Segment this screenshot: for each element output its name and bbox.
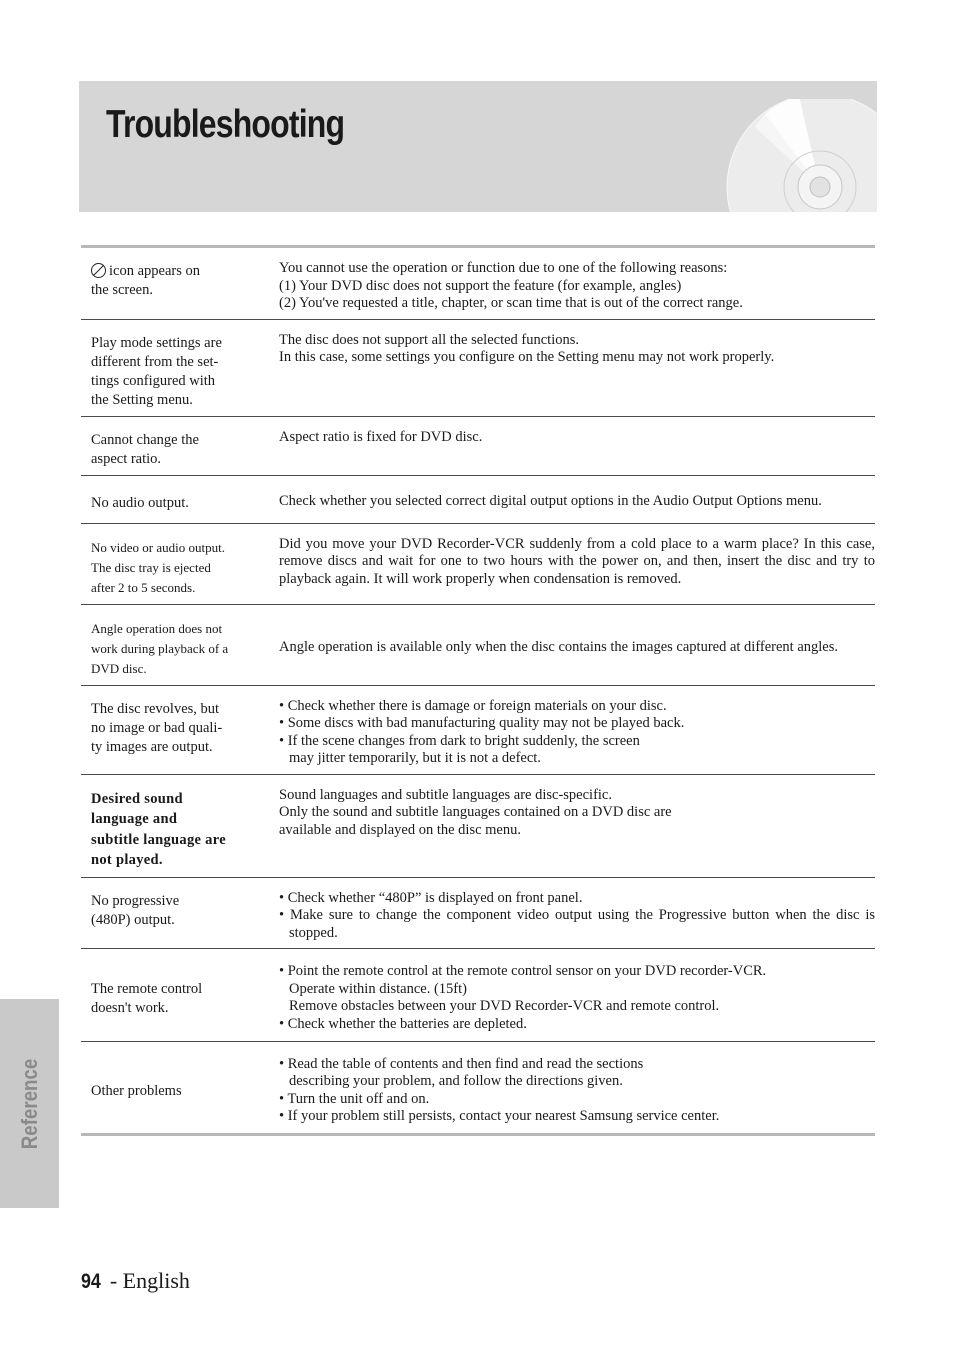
solution-text-line: • Check whether “480P” is displayed on front panel. [279, 889, 583, 906]
disc-icon [725, 99, 877, 212]
solution-text-line: Check whether you selected correct digital output options in the Audio Output Options menu. [279, 493, 822, 510]
problem-cell [81, 604, 269, 685]
solution-cell [269, 416, 875, 475]
solution-cell [269, 319, 875, 416]
solution-text-line: • Point the remote control at the remote control sensor on your DVD recorder-VCR. [279, 963, 767, 979]
solution-cell [269, 949, 875, 1042]
problem-text-line: The remote control [91, 981, 203, 997]
solution-cell [269, 523, 875, 604]
solution-text-line: Remove obstacles between your DVD Recorder-VCR and remote control. [289, 998, 720, 1014]
solution-cell [269, 1042, 875, 1135]
table-row [81, 523, 875, 604]
solution-text-line: Aspect ratio is fixed for DVD disc. [279, 428, 483, 445]
problem-text-line: The disc tray is ejected [91, 559, 211, 575]
problem-text-line: after 2 to 5 seconds. [91, 579, 196, 595]
page-title: Troubleshooting [106, 103, 345, 146]
solution-text-line: may jitter temporarily, but it is not a defect. [289, 750, 541, 766]
problem-text-line: The disc revolves, but [91, 700, 220, 717]
problem-text-line: Desired sound [91, 790, 183, 807]
problem-text-line: ty images are output. [91, 738, 213, 755]
page-number: 94 [81, 1270, 101, 1293]
problem-text-line: not played. [91, 852, 163, 868]
solution-text-line: • If the scene changes from dark to bright suddenly, the screen [279, 732, 640, 749]
solution-text-line: Did you move your DVD Recorder-VCR suddenly from a cold place to a warm place? In this case, remove discs and wait for one to two hours with the power on, and then, insert the disc and try to playback again. It will work properly when condensation is removed. [279, 535, 875, 587]
solution-cell [269, 475, 875, 523]
problem-text-span: icon appears on [109, 263, 200, 279]
problem-cell [81, 877, 269, 949]
problem-text-line: the screen. [91, 282, 153, 298]
problem-text-line: No video or audio output. [91, 539, 225, 555]
problem-cell [81, 774, 269, 877]
problem-text-line: Angle operation does not [91, 620, 223, 636]
problem-text-line: Play mode settings are [91, 334, 222, 351]
problem-text-line: work during playback of a [91, 640, 229, 656]
solution-text-line: The disc does not support all the selected functions. [279, 331, 579, 348]
problem-text-line: the Setting menu. [91, 391, 193, 408]
solution-text-line: Only the sound and subtitle languages contained on a DVD disc are [279, 804, 672, 820]
solution-text-line: (2) You've requested a title, chapter, or scan time that is out of the correct range. [279, 295, 743, 311]
table-row [81, 475, 875, 523]
problem-cell [81, 523, 269, 604]
solution-cell [269, 604, 875, 685]
table-row [81, 877, 875, 949]
solution-text-line: Angle operation is available only when the disc contains the images captured at different angles. [279, 638, 839, 655]
header-band [79, 81, 877, 212]
solution-cell [269, 685, 875, 774]
solution-text-line: • If your problem still persists, contact your nearest Samsung service center. [279, 1108, 720, 1124]
page-footer [81, 1268, 190, 1294]
solution-cell [269, 774, 875, 877]
prohibit-icon [91, 263, 106, 278]
problem-cell [81, 685, 269, 774]
table-row [81, 416, 875, 475]
solution-text-line: (1) Your DVD disc does not support the feature (for example, angles) [279, 277, 682, 294]
problem-text-line: (480P) output. [91, 911, 175, 928]
problem-cell [81, 1042, 269, 1135]
problem-cell [81, 247, 269, 320]
problem-text-line: aspect ratio. [91, 450, 162, 467]
problem-text-line: Other problems [91, 1083, 182, 1099]
solution-text-line: In this case, some settings you configure on the Setting menu may not work properly. [279, 349, 775, 365]
problem-cell [81, 416, 269, 475]
problem-cell [81, 319, 269, 416]
footer-language: - English [104, 1268, 190, 1293]
solution-text-line: describing your problem, and follow the directions given. [289, 1073, 623, 1089]
problem-text-line: language and [91, 811, 178, 827]
table-row [81, 1042, 875, 1135]
side-tab-reference [0, 999, 59, 1208]
table-row [81, 685, 875, 774]
solution-text-line: available and displayed on the disc menu. [279, 821, 521, 838]
problem-cell [81, 949, 269, 1042]
table-row [81, 247, 875, 320]
side-tab-label: Reference [16, 1058, 42, 1149]
problem-text-line: doesn't work. [91, 1000, 169, 1016]
solution-text-line: • Some discs with bad manufacturing quality may not be played back. [279, 715, 685, 731]
problem-text-line: No progressive [91, 892, 180, 909]
problem-text-line: subtitle language are [91, 831, 226, 848]
solution-text-line: • Check whether the batteries are depleted. [279, 1015, 527, 1032]
solution-text-line: • Read the table of contents and then find and read the sections [279, 1055, 644, 1072]
solution-text-line: • Turn the unit off and on. [279, 1090, 430, 1107]
solution-cell [269, 877, 875, 949]
table-row [81, 604, 875, 685]
solution-text-line: Operate within distance. (15ft) [289, 980, 467, 997]
problem-text-line: no image or bad quali- [91, 719, 223, 736]
problem-text-line: No audio output. [91, 494, 189, 511]
problem-cell [81, 475, 269, 523]
problem-text-line: DVD disc. [91, 660, 147, 676]
problem-text-line: tings configured with [91, 372, 216, 389]
troubleshooting-table [81, 245, 875, 1136]
solution-text-line: You cannot use the operation or function due to one of the following reasons: [279, 260, 728, 276]
solution-text-line: • Make sure to change the component video output using the Progressive button when the disc is stopped. [279, 907, 875, 941]
solution-text-line: Sound languages and subtitle languages are disc-specific. [279, 786, 612, 803]
table-row [81, 319, 875, 416]
problem-text-line: Cannot change the [91, 431, 199, 448]
problem-text-line: different from the set- [91, 353, 219, 370]
table-row [81, 774, 875, 877]
table-row [81, 949, 875, 1042]
solution-cell [269, 247, 875, 320]
problem-text-line [91, 262, 269, 281]
solution-text-line: • Check whether there is damage or foreign materials on your disc. [279, 697, 667, 714]
